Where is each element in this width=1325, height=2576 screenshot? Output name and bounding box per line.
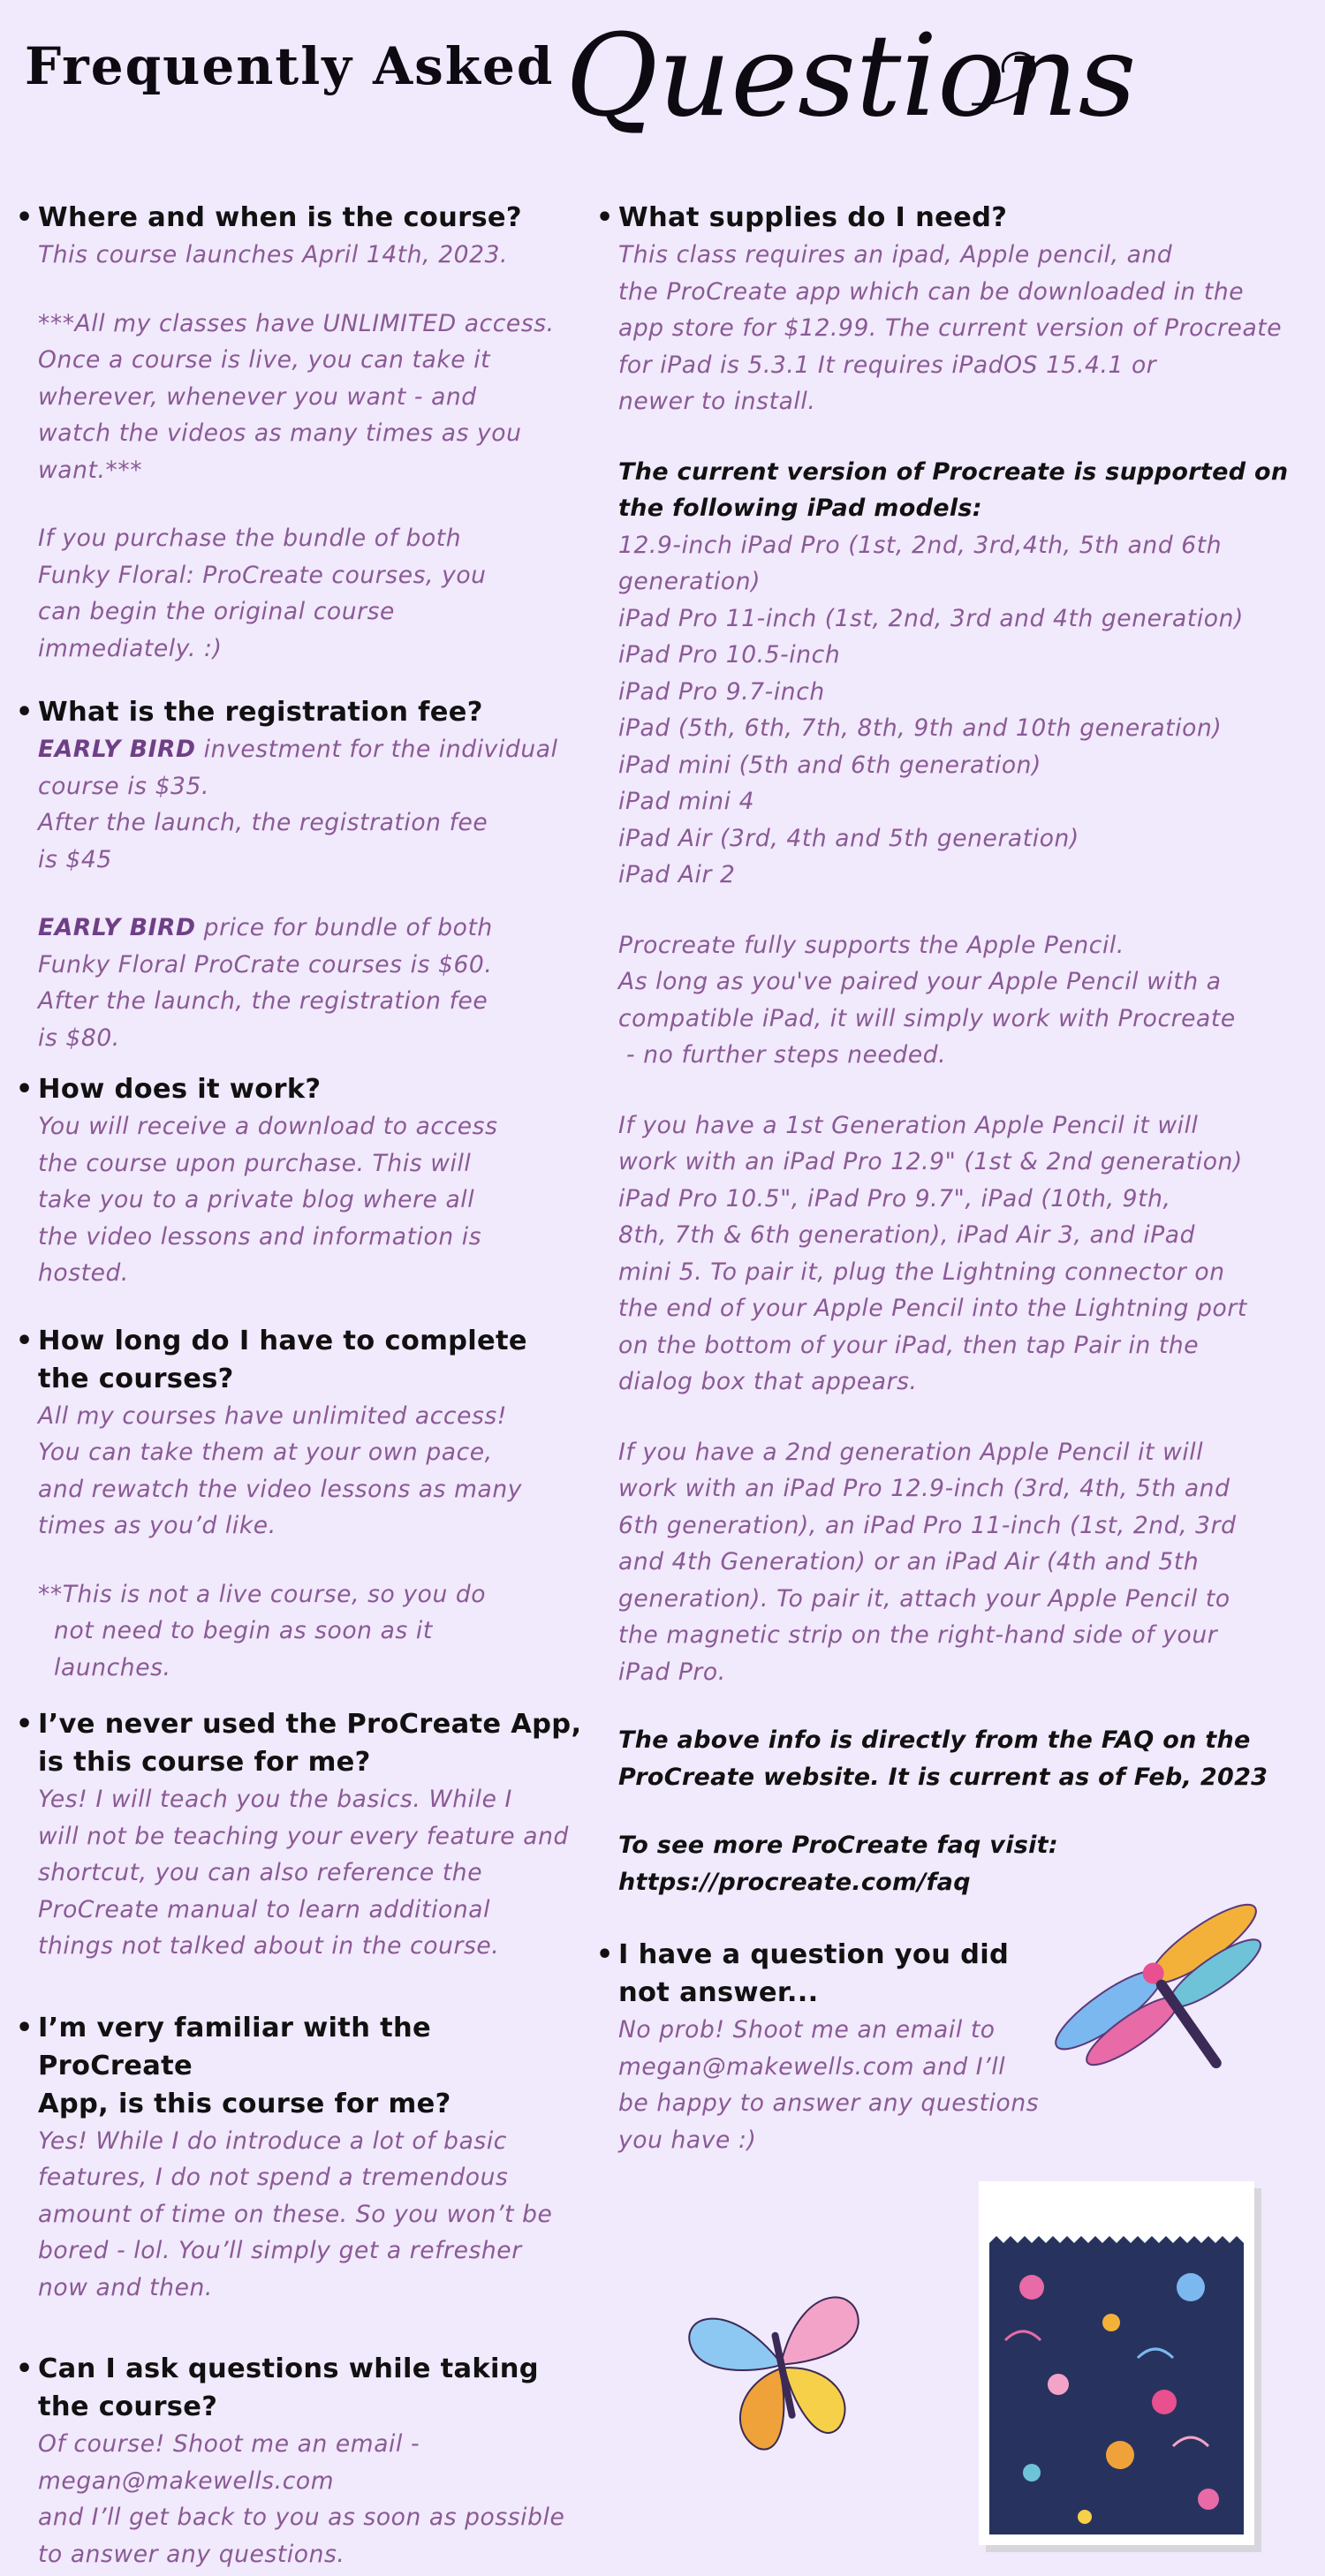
faq-question: • Where and when is the course? [16,202,522,233]
faq-answer-bundle-price: EARLY BIRD price for bundle of both Funky Floral ProCrate courses is $60. After the launch, the registration fee is $80. [38,914,493,1052]
questions-script-title [556,0,1137,146]
faq-note-not-live: **This is not a live course, so you do not need to begin as soon as it launches. [38,1580,487,1681]
faq-item-how-it-works [16,1070,590,1292]
fabric-swatch-icon [979,2181,1261,2552]
faq-question: • I have a question you did not answer... [596,1939,1010,2008]
faq-answer-bundle: If you purchase the bundle of both Funky Floral: ProCreate courses, you can begin the original course immediately. :) [38,525,487,662]
faq-answer: All my courses have unlimited access! You can take them at your own pace, and rewatch the video lessons as many times as you’d like. [38,1401,523,1539]
faq-question: • I’ve never used the ProCreate App, is this course for me? [16,1709,582,1778]
butterfly-icon [680,2270,883,2464]
supported-models-heading: The current version of Procreate is supported on the following iPad models: [618,457,1289,522]
faq-answer: Of course! Shoot me an email - megan@makewells.com and I’ll get back to you as soon as possible to answer any questions. [38,2430,565,2568]
faq-answer: Yes! While I do introduce a lot of basic features, I do not spend a tremendous amount of time on these. So you won’t be bored - lol. You’ll simply get a refresher now and then. [38,2127,553,2301]
pencil-gen2-text: If you have a 2nd generation Apple Pencil it will work with an iPad Pro 12.9-inch (3rd, 4th, 5th and 6th generation), an iPad Pro 11-inch (1st, 2nd, 3rd and 4th Generation) or an iPad Air (4th and 5th generation). To pair it, attach your Apple Pencil to the magnetic strip on the right-hand side of your iPad Pro. [618,1438,1237,1686]
faq-answer-unlimited: ***All my classes have UNLIMITED access. Once a course is live, you can take it wherever, whenever you want - and watch the videos as many times as you want.*** [38,309,555,484]
faq-item-supplies [596,199,1316,1900]
pencil-support-text: Procreate fully supports the Apple Pencil. As long as you've paired your Apple Pencil with a compatible iPad, it will simply work with Procreate - no further steps needed. [618,931,1236,1069]
faq-answer-individual: EARLY BIRD investment for the individual course is $35. After the launch, the registration fee is $45 [38,736,558,873]
faq-item-contact [596,1936,1064,2158]
source-note: The above info is directly from the FAQ on the ProCreate website. It is current as of Feb, 2023 [618,1726,1268,1791]
supported-models-list: 12.9-inch iPad Pro (1st, 2nd, 3rd,4th, 5th and 6th generation) iPad Pro 11-inch (1st, 2nd, 3rd and 4th generation) iPad Pro 10.5-inch iPad Pro 9.7-inch iPad (5th, 6th, 7th, 8th, 9th and 10th generation) iPad mini (5th and 6th generation) iPad mini 4 iPad Air (3rd, 4th and 5th generation) iPad Air 2 [618,531,1244,888]
faq-right-column [596,199,1316,2158]
faq-question: • How does it work? [16,1074,322,1105]
faq-answer: Yes! I will teach you the basics. While I will not be teaching your every feature and shortcut, you can also reference the ProCreate manual to learn additional things not talked about in the course. [38,1786,569,1960]
pencil-gen1-text: If you have a 1st Generation Apple Pencil it will work with an iPad Pro 12.9" (1st & 2nd generation) iPad Pro 10.5", iPad Pro 9.7", iPad (10th, 9th, 8th, 7th & 6th generation), iPad Air 3, and iPad mini 5. To pair it, plug the Lightning connector on the end of your Apple Pencil into the Lightning port on the bottom of your iPad, then tap Pair in the dialog box that appears. [618,1111,1247,1395]
early-bird-label: EARLY BIRD [38,914,196,941]
faq-answer: You will receive a download to access the course upon purchase. This will take you to a private blog where all the video lessons and information is hosted. [38,1113,498,1287]
faq-answer: No prob! Shoot me an email to megan@makewells.com and I’ll be happy to answer any questions you have :) [618,2016,1040,2154]
faq-answer: This class requires an ipad, Apple pencil, and the ProCreate app which can be downloaded in the app store for $12.99. The current version of Procreate for iPad is 5.3.1 It requires iPadOS 15.4.1 or newer to install. [618,241,1283,415]
faq-item-how-long [16,1322,590,1687]
more-faq-link[interactable]: To see more ProCreate faq visit: https://procreate.com/faq [618,1832,1058,1896]
faq-item-familiar-procreate [16,2009,590,2307]
faq-question: • I’m very familiar with the ProCreate App, is this course for me? [16,2012,451,2119]
faq-question: • How long do I have to complete the courses? [16,1325,527,1394]
faq-question: • What is the registration fee? [16,697,483,728]
faq-left-column [16,199,590,2572]
faq-answer: This course launches April 14th, 2023. [38,241,509,268]
page-title: Frequently Asked [25,36,555,96]
faq-question: • What supplies do I need? [596,202,1008,233]
faq-item-registration-fee [16,693,590,1056]
dragonfly-icon [1047,1890,1285,2093]
faq-item-where-when [16,199,590,667]
svg-text:Questions: Questions [565,11,1137,142]
faq-question: • Can I ask questions while taking the course? [16,2353,539,2422]
early-bird-label: EARLY BIRD [38,736,196,763]
faq-item-ask-questions [16,2350,590,2572]
faq-item-never-used-procreate [16,1705,590,1965]
